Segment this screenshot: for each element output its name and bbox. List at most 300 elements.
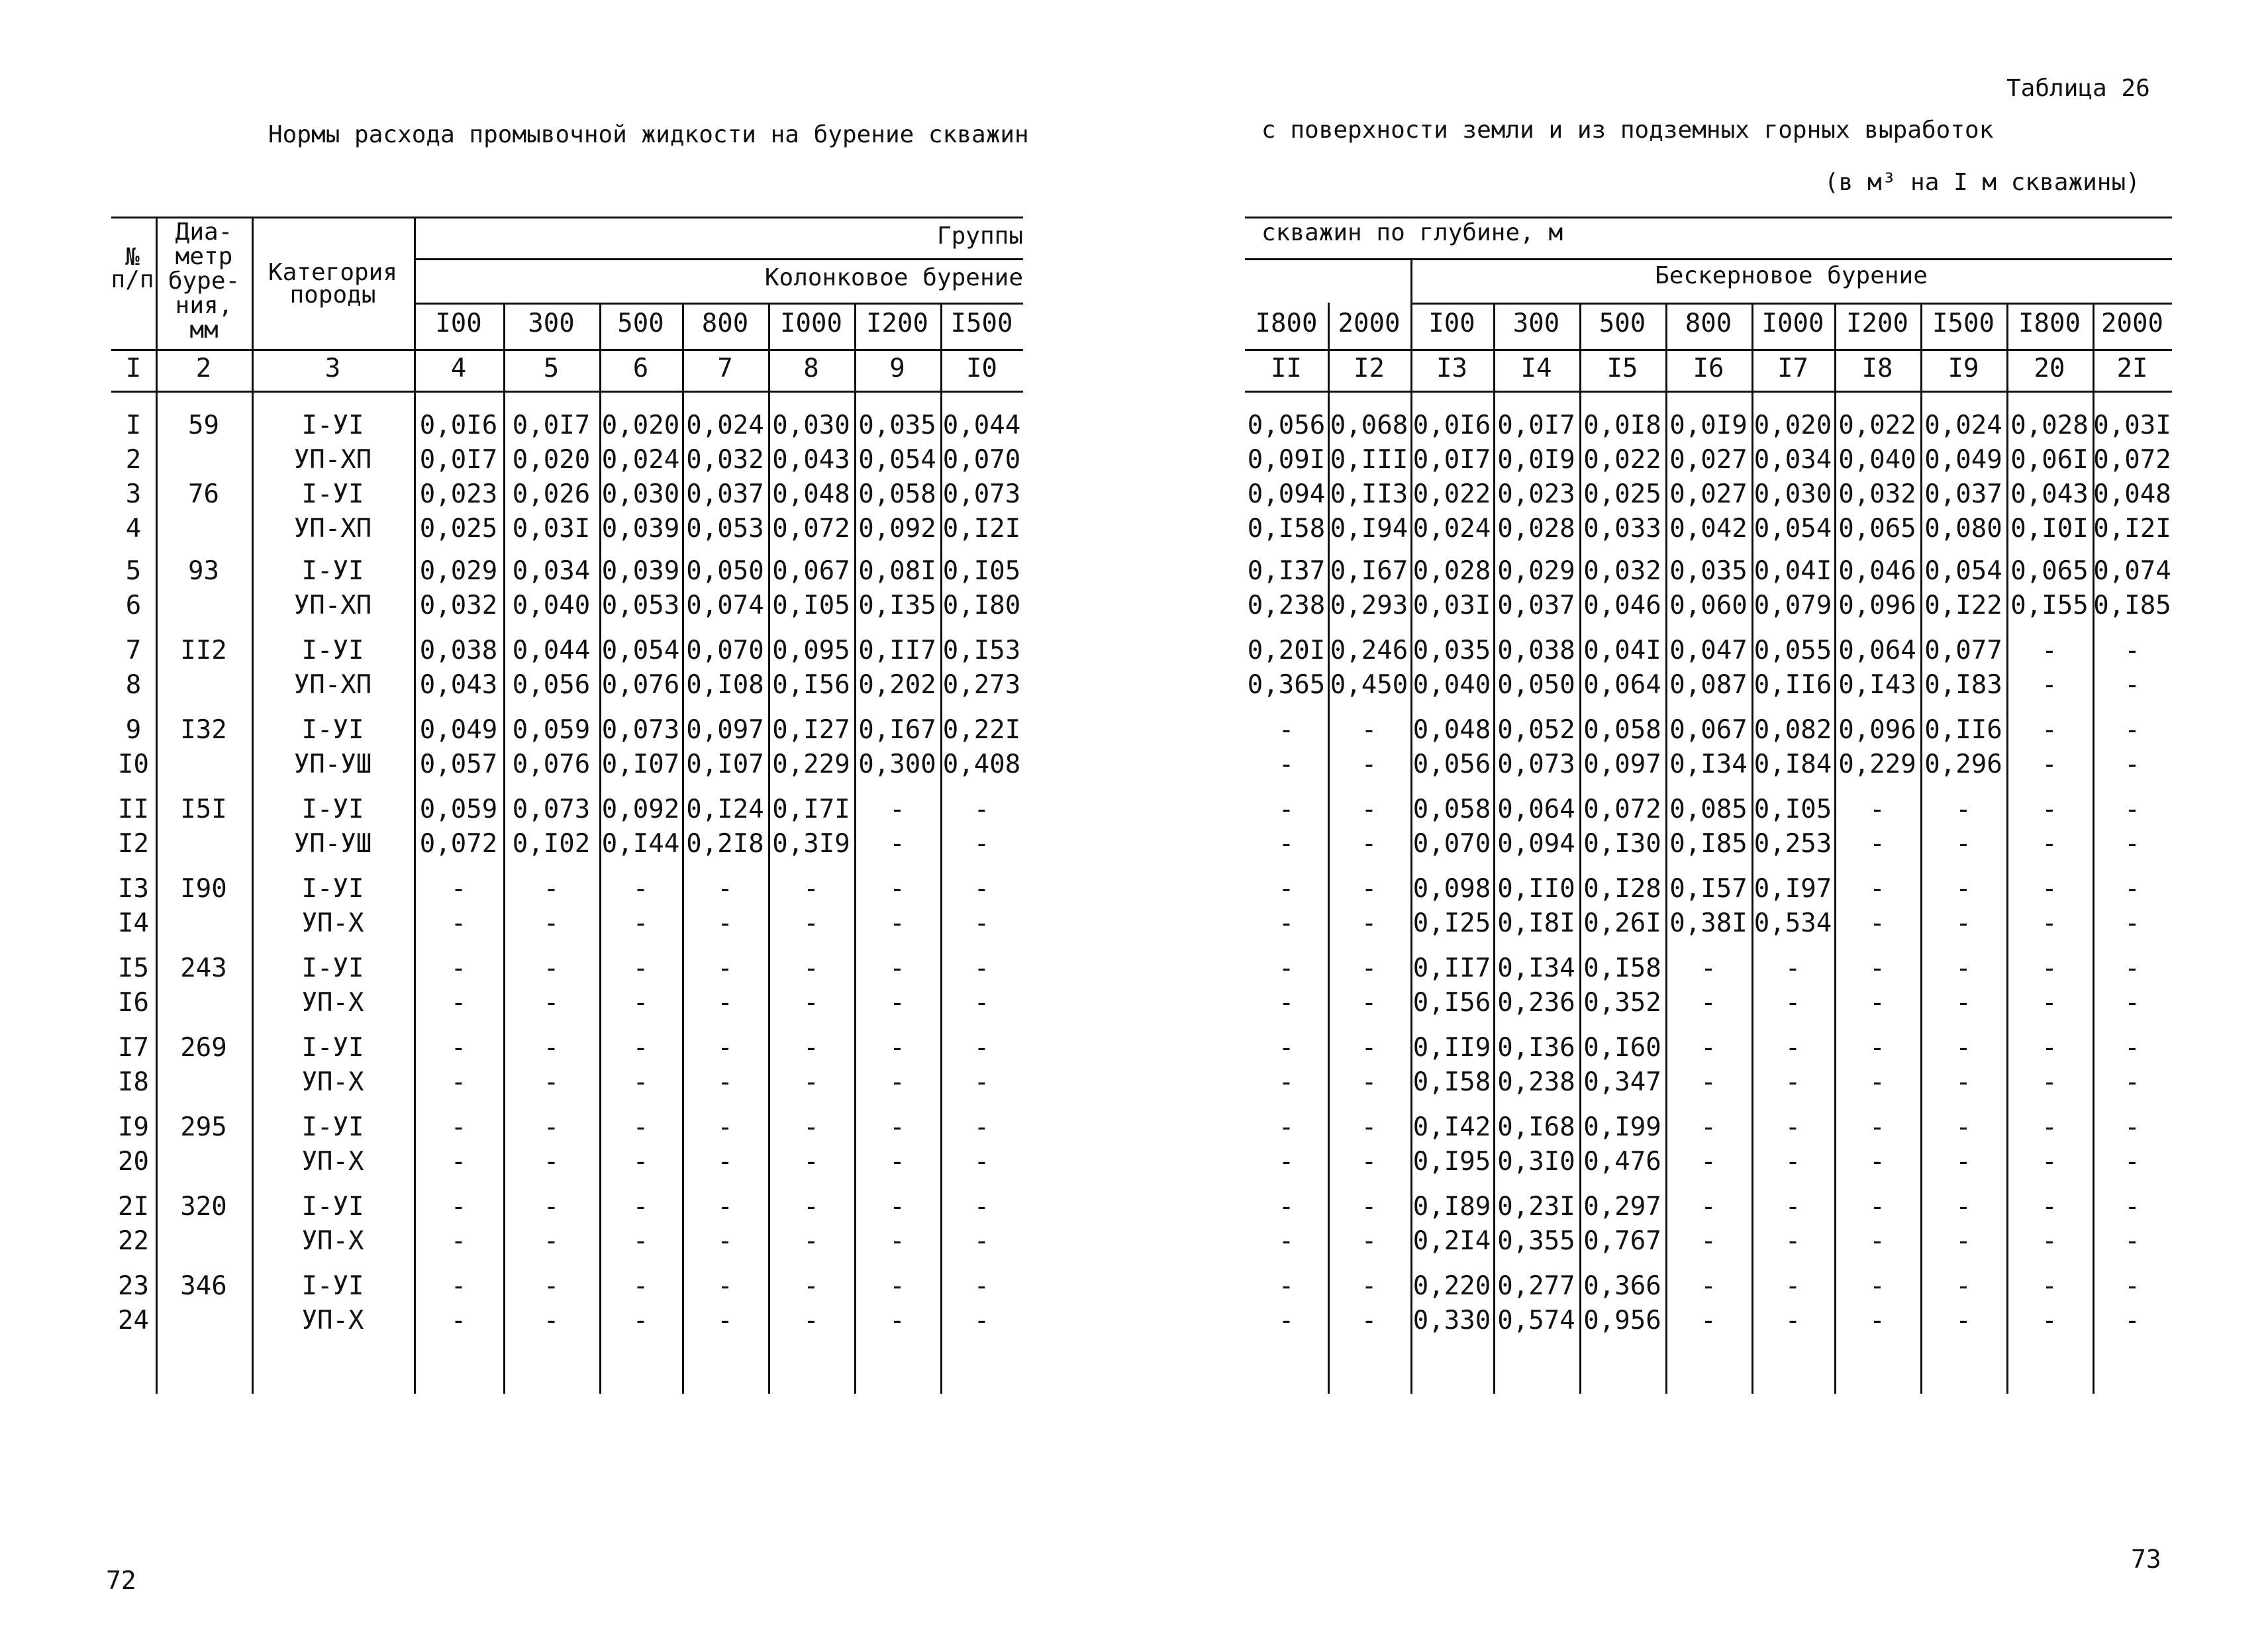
value-cell: 0,I56 [772, 670, 850, 700]
header-colnum: I6 [1693, 354, 1724, 383]
value-cell: - [450, 1306, 467, 1335]
row-number: II [118, 795, 149, 824]
value-cell: - [717, 1067, 733, 1097]
value-cell: - [2124, 1112, 2140, 1142]
value-cell: - [717, 1112, 733, 1142]
value-cell: 0,I05 [772, 591, 850, 620]
value-cell: - [889, 1112, 905, 1142]
table-row [0, 591, 2268, 625]
value-cell: - [889, 988, 905, 1018]
value-cell: - [1278, 1112, 1295, 1142]
value-cell: 0,2I8 [686, 829, 764, 859]
value-cell: 0,032 [1583, 556, 1661, 586]
value-cell: 0,094 [1247, 479, 1326, 509]
value-cell: - [1869, 1271, 1885, 1301]
row-diameter: I90 [180, 874, 227, 904]
value-cell: 0,054 [1753, 514, 1832, 544]
value-cell: - [1361, 1271, 1377, 1301]
value-cell: - [1955, 1033, 1971, 1063]
value-cell: 0,I60 [1583, 1033, 1661, 1063]
value-cell: - [1361, 874, 1377, 904]
table-row [0, 874, 2268, 908]
value-cell: - [632, 953, 649, 983]
row-category: УП-Х [301, 988, 364, 1018]
value-cell: 0,064 [1838, 636, 1916, 665]
value-cell: 0,028 [1497, 514, 1575, 544]
value-cell: - [717, 1192, 733, 1222]
value-cell: - [1361, 988, 1377, 1018]
value-cell: 0,220 [1412, 1271, 1491, 1301]
value-cell: 0,030 [772, 410, 850, 440]
value-cell: - [803, 1271, 819, 1301]
value-cell: - [803, 874, 819, 904]
header-depth: 300 [528, 309, 575, 338]
value-cell: - [889, 1306, 905, 1335]
value-cell: 0,020 [1753, 410, 1832, 440]
header-depth: I200 [1846, 309, 1908, 338]
value-cell: - [717, 1306, 733, 1335]
value-cell: - [1869, 1067, 1885, 1097]
value-cell: 0,035 [1669, 556, 1748, 586]
value-cell: 0,029 [419, 556, 498, 586]
value-cell: 0,094 [1497, 829, 1575, 859]
value-cell: - [717, 1147, 733, 1177]
value-cell: 0,037 [686, 479, 764, 509]
value-cell: - [1955, 1067, 1971, 1097]
value-cell: 0,022 [1583, 445, 1661, 475]
row-number: 8 [125, 670, 142, 700]
value-cell: - [973, 953, 990, 983]
value-cell: - [1785, 1226, 1801, 1256]
header-depth: I00 [435, 309, 482, 338]
table-row [0, 829, 2268, 863]
value-cell: - [543, 1067, 560, 1097]
row-category: УП-Х [301, 1226, 364, 1256]
table-row [0, 479, 2268, 514]
row-category: УП-Х [301, 1147, 364, 1177]
header-colnum: 20 [2034, 354, 2065, 383]
header-depth: I800 [1255, 309, 1318, 338]
value-cell: - [1361, 1147, 1377, 1177]
value-cell: 0,034 [512, 556, 591, 586]
value-cell: 0,03I [512, 514, 591, 544]
value-cell: - [1361, 749, 1377, 779]
header-diameter: Диа- метр буре- ния, мм [168, 218, 240, 344]
value-cell: 0,024 [601, 445, 680, 475]
value-cell: - [632, 1306, 649, 1335]
table-row [0, 1067, 2268, 1102]
value-cell: 0,048 [1412, 715, 1491, 745]
value-cell: 0,476 [1583, 1147, 1661, 1177]
table-row [0, 1192, 2268, 1226]
row-category: I-УI [301, 1192, 364, 1222]
value-cell: - [2124, 1192, 2140, 1222]
value-cell: 0,I94 [1330, 514, 1408, 544]
value-cell: 0,087 [1669, 670, 1748, 700]
value-cell: 0,I58 [1412, 1067, 1491, 1097]
row-number: 4 [125, 514, 142, 544]
rule [1245, 391, 2172, 393]
value-cell: - [1869, 953, 1885, 983]
value-cell: 0,I24 [686, 795, 764, 824]
header-colnum: 4 [450, 354, 467, 383]
value-cell: 0,070 [942, 445, 1021, 475]
value-cell: 0,I05 [942, 556, 1021, 586]
value-cell: 0,050 [686, 556, 764, 586]
value-cell: - [2124, 636, 2140, 665]
value-cell: 0,238 [1497, 1067, 1575, 1097]
value-cell: 0,355 [1497, 1226, 1575, 1256]
value-cell: 0,I30 [1583, 829, 1661, 859]
header-colnum: I4 [1520, 354, 1552, 383]
value-cell: - [1361, 795, 1377, 824]
value-cell: - [632, 874, 649, 904]
value-cell: - [889, 1067, 905, 1097]
value-cell: 0,I58 [1583, 953, 1661, 983]
value-cell: - [889, 829, 905, 859]
value-cell: 0,023 [1497, 479, 1575, 509]
value-cell: 0,040 [1412, 670, 1491, 700]
value-cell: - [450, 874, 467, 904]
value-cell: 0,I85 [1669, 829, 1748, 859]
table-row [0, 988, 2268, 1022]
value-cell: - [2124, 1067, 2140, 1097]
value-cell: 0,II6 [1924, 715, 2002, 745]
header-groups: Группы [936, 222, 1023, 250]
left-title: Нормы расхода промывочной жидкости на бурение скважин [268, 121, 1029, 148]
rule [1245, 258, 2172, 260]
row-diameter: 346 [180, 1271, 227, 1301]
value-cell: - [543, 1112, 560, 1142]
row-diameter: 295 [180, 1112, 227, 1142]
value-cell: 0,22I [942, 715, 1021, 745]
value-cell: 0,073 [942, 479, 1021, 509]
value-cell: 0,293 [1330, 591, 1408, 620]
value-cell: - [717, 874, 733, 904]
value-cell: 0,054 [1924, 556, 2002, 586]
row-category: УП-ХП [293, 670, 372, 700]
value-cell: - [2042, 1067, 2057, 1097]
value-cell: 0,08I [858, 556, 936, 586]
value-cell: 0,058 [1412, 795, 1491, 824]
page-number-right: 73 [2131, 1545, 2161, 1574]
header-wells-depth: скважин по глубине, м [1261, 219, 1563, 246]
value-cell: 0,034 [1753, 445, 1832, 475]
value-cell: - [803, 1067, 819, 1097]
value-cell: - [889, 908, 905, 938]
value-cell: 0,I44 [601, 829, 680, 859]
value-cell: - [543, 1033, 560, 1063]
value-cell: 0,028 [2010, 410, 2089, 440]
value-cell: - [1361, 908, 1377, 938]
row-category: I-УI [301, 410, 364, 440]
value-cell: 0,202 [858, 670, 936, 700]
value-cell: 0,06I [2010, 445, 2089, 475]
value-cell: 0,060 [1669, 591, 1748, 620]
value-cell: 0,028 [1412, 556, 1491, 586]
value-cell: 0,I57 [1669, 874, 1748, 904]
value-cell: - [1361, 1226, 1377, 1256]
header-core-drilling: Колонковое бурение [764, 264, 1023, 291]
value-cell: - [450, 988, 467, 1018]
value-cell: - [1278, 1147, 1295, 1177]
header-coreless-drilling: Бескерновое бурение [1655, 262, 1928, 289]
value-cell: 0,047 [1669, 636, 1748, 665]
value-cell: - [1955, 1147, 1971, 1177]
value-cell: 0,040 [512, 591, 591, 620]
value-cell: - [2124, 715, 2140, 745]
value-cell: - [803, 1226, 819, 1256]
row-number: I9 [118, 1112, 149, 1142]
value-cell: 0,229 [772, 749, 850, 779]
value-cell: - [1361, 829, 1377, 859]
value-cell: - [1785, 1192, 1801, 1222]
header-colnum: I7 [1777, 354, 1808, 383]
value-cell: - [889, 953, 905, 983]
value-cell: - [2042, 908, 2057, 938]
header-colnum: 6 [632, 354, 649, 383]
value-cell: - [973, 1226, 990, 1256]
value-cell: - [632, 1147, 649, 1177]
value-cell: 0,032 [1838, 479, 1916, 509]
value-cell: 0,I2I [2093, 514, 2171, 544]
header-depth: 2000 [1338, 309, 1401, 338]
value-cell: - [973, 1147, 990, 1177]
value-cell: - [450, 1033, 467, 1063]
value-cell: - [717, 1226, 733, 1256]
value-cell: - [717, 988, 733, 1018]
value-cell: 0,053 [601, 591, 680, 620]
value-cell: 0,I68 [1497, 1112, 1575, 1142]
row-category: I-УI [301, 1271, 364, 1301]
value-cell: - [973, 908, 990, 938]
value-cell: - [1785, 1112, 1801, 1142]
value-cell: - [2124, 908, 2140, 938]
value-cell: 0,0I6 [1412, 410, 1491, 440]
value-cell: - [2042, 1306, 2057, 1335]
value-cell: 0,056 [1412, 749, 1491, 779]
header-depth: I500 [950, 309, 1013, 338]
row-number: I2 [118, 829, 149, 859]
value-cell: 0,059 [512, 715, 591, 745]
value-cell: 0,I28 [1583, 874, 1661, 904]
value-cell: 0,II7 [1412, 953, 1491, 983]
header-colnum: 9 [889, 354, 905, 383]
value-cell: - [543, 874, 560, 904]
value-cell: - [1361, 1033, 1377, 1063]
value-cell: 0,I08 [686, 670, 764, 700]
header-depth: 500 [1599, 309, 1646, 338]
value-cell: 0,II6 [1753, 670, 1832, 700]
right-title: с поверхности земли и из подземных горных выработок [1261, 117, 1994, 144]
value-cell: 0,054 [601, 636, 680, 665]
table-row [0, 795, 2268, 829]
value-cell: 0,057 [419, 749, 498, 779]
row-diameter: II2 [180, 636, 227, 665]
value-cell: 0,048 [2093, 479, 2171, 509]
header-depth: I200 [866, 309, 928, 338]
value-cell: 0,074 [2093, 556, 2171, 586]
value-cell: 0,097 [686, 715, 764, 745]
table-row [0, 908, 2268, 943]
value-cell: 0,044 [942, 410, 1021, 440]
value-cell: 0,065 [2010, 556, 2089, 586]
row-number: 24 [118, 1306, 149, 1335]
value-cell: 0,046 [1583, 591, 1661, 620]
value-cell: 0,072 [772, 514, 850, 544]
row-number: I7 [118, 1033, 149, 1063]
value-cell: 0,347 [1583, 1067, 1661, 1097]
value-cell: - [2042, 1192, 2057, 1222]
value-cell: - [2124, 670, 2140, 700]
value-cell: 0,I67 [1330, 556, 1408, 586]
value-cell: - [889, 1226, 905, 1256]
value-cell: - [1701, 1306, 1716, 1335]
value-cell: - [973, 874, 990, 904]
value-cell: - [2124, 795, 2140, 824]
value-cell: - [543, 988, 560, 1018]
value-cell: - [1361, 953, 1377, 983]
value-cell: 0,20I [1247, 636, 1326, 665]
value-cell: 0,072 [1583, 795, 1661, 824]
value-cell: - [450, 1226, 467, 1256]
row-category: УП-УШ [293, 749, 372, 779]
value-cell: 0,956 [1583, 1306, 1661, 1335]
value-cell: - [1869, 1192, 1885, 1222]
value-cell: 0,079 [1753, 591, 1832, 620]
value-cell: 0,I36 [1497, 1033, 1575, 1063]
value-cell: - [2042, 953, 2057, 983]
value-cell: 0,09I [1247, 445, 1326, 475]
header-depth: I00 [1428, 309, 1475, 338]
value-cell: - [2124, 988, 2140, 1018]
value-cell: - [1701, 1271, 1716, 1301]
header-depth: 800 [1685, 309, 1732, 338]
value-cell: - [1869, 1226, 1885, 1256]
value-cell: 0,I35 [858, 591, 936, 620]
value-cell: - [543, 908, 560, 938]
value-cell: - [803, 953, 819, 983]
row-number: 3 [125, 479, 142, 509]
value-cell: - [2042, 874, 2057, 904]
value-cell: 0,246 [1330, 636, 1408, 665]
header-depth: 800 [701, 309, 749, 338]
header-colnum: I0 [966, 354, 997, 383]
value-cell: 0,070 [686, 636, 764, 665]
value-cell: - [973, 829, 990, 859]
value-cell: - [1361, 715, 1377, 745]
value-cell: 0,I0I [2010, 514, 2089, 544]
value-cell: 0,098 [1412, 874, 1491, 904]
value-cell: - [1869, 874, 1885, 904]
value-cell: 0,I42 [1412, 1112, 1491, 1142]
value-cell: 0,033 [1583, 514, 1661, 544]
row-category: I-УI [301, 636, 364, 665]
table-row [0, 410, 2268, 445]
value-cell: - [1361, 1192, 1377, 1222]
value-cell: 0,049 [419, 715, 498, 745]
value-cell: - [973, 1067, 990, 1097]
value-cell: 0,049 [1924, 445, 2002, 475]
table-row [0, 1033, 2268, 1067]
row-diameter: I32 [180, 715, 227, 745]
row-number: 6 [125, 591, 142, 620]
value-cell: 0,253 [1753, 829, 1832, 859]
value-cell: 0,065 [1838, 514, 1916, 544]
value-cell: - [973, 1033, 990, 1063]
header-colnum: I3 [1436, 354, 1467, 383]
header-depth: 300 [1512, 309, 1560, 338]
value-cell: - [1955, 829, 1971, 859]
row-category: I-УI [301, 1033, 364, 1063]
value-cell: - [543, 1192, 560, 1222]
value-cell: 0,038 [419, 636, 498, 665]
header-colnum: 2 [195, 354, 212, 383]
header-colnum: I5 [1606, 354, 1638, 383]
row-number: 7 [125, 636, 142, 665]
value-cell: 0,I07 [601, 749, 680, 779]
row-number: 5 [125, 556, 142, 586]
value-cell: 0,I7I [772, 795, 850, 824]
value-cell: 0,I89 [1412, 1192, 1491, 1222]
value-cell: - [2124, 749, 2140, 779]
value-cell: 0,3I0 [1497, 1147, 1575, 1177]
value-cell: - [450, 908, 467, 938]
value-cell: 0,043 [772, 445, 850, 475]
value-cell: 0,I34 [1669, 749, 1748, 779]
value-cell: - [1701, 1226, 1716, 1256]
value-cell: - [2042, 1033, 2057, 1063]
value-cell: - [543, 1147, 560, 1177]
value-cell: 0,I2I [942, 514, 1021, 544]
value-cell: - [1785, 988, 1801, 1018]
value-cell: 0,056 [512, 670, 591, 700]
value-cell: 0,097 [1583, 749, 1661, 779]
value-cell: - [1869, 988, 1885, 1018]
value-cell: 0,042 [1669, 514, 1748, 544]
value-cell: 0,03I [2093, 410, 2171, 440]
value-cell: 0,032 [419, 591, 498, 620]
table-row [0, 953, 2268, 988]
value-cell: - [1361, 1306, 1377, 1335]
value-cell: - [1361, 1112, 1377, 1142]
value-cell: - [973, 1192, 990, 1222]
value-cell: - [889, 1033, 905, 1063]
value-cell: - [2042, 1147, 2057, 1177]
value-cell: 0,I07 [686, 749, 764, 779]
value-cell: - [973, 1306, 990, 1335]
value-cell: - [889, 795, 905, 824]
row-category: I-УI [301, 556, 364, 586]
value-cell: - [450, 953, 467, 983]
row-number: I6 [118, 988, 149, 1018]
value-cell: 0,0I6 [419, 410, 498, 440]
value-cell: - [1278, 1067, 1295, 1097]
value-cell: 0,II9 [1412, 1033, 1491, 1063]
value-cell: - [2124, 874, 2140, 904]
value-cell: - [2042, 749, 2057, 779]
value-cell: 0,046 [1838, 556, 1916, 586]
value-cell: 0,0I7 [512, 410, 591, 440]
value-cell: - [632, 1226, 649, 1256]
row-number: I8 [118, 1067, 149, 1097]
value-cell: 0,I53 [942, 636, 1021, 665]
value-cell: - [543, 1226, 560, 1256]
value-cell: 0,073 [512, 795, 591, 824]
value-cell: 0,067 [772, 556, 850, 586]
value-cell: - [450, 1112, 467, 1142]
value-cell: 0,073 [601, 715, 680, 745]
